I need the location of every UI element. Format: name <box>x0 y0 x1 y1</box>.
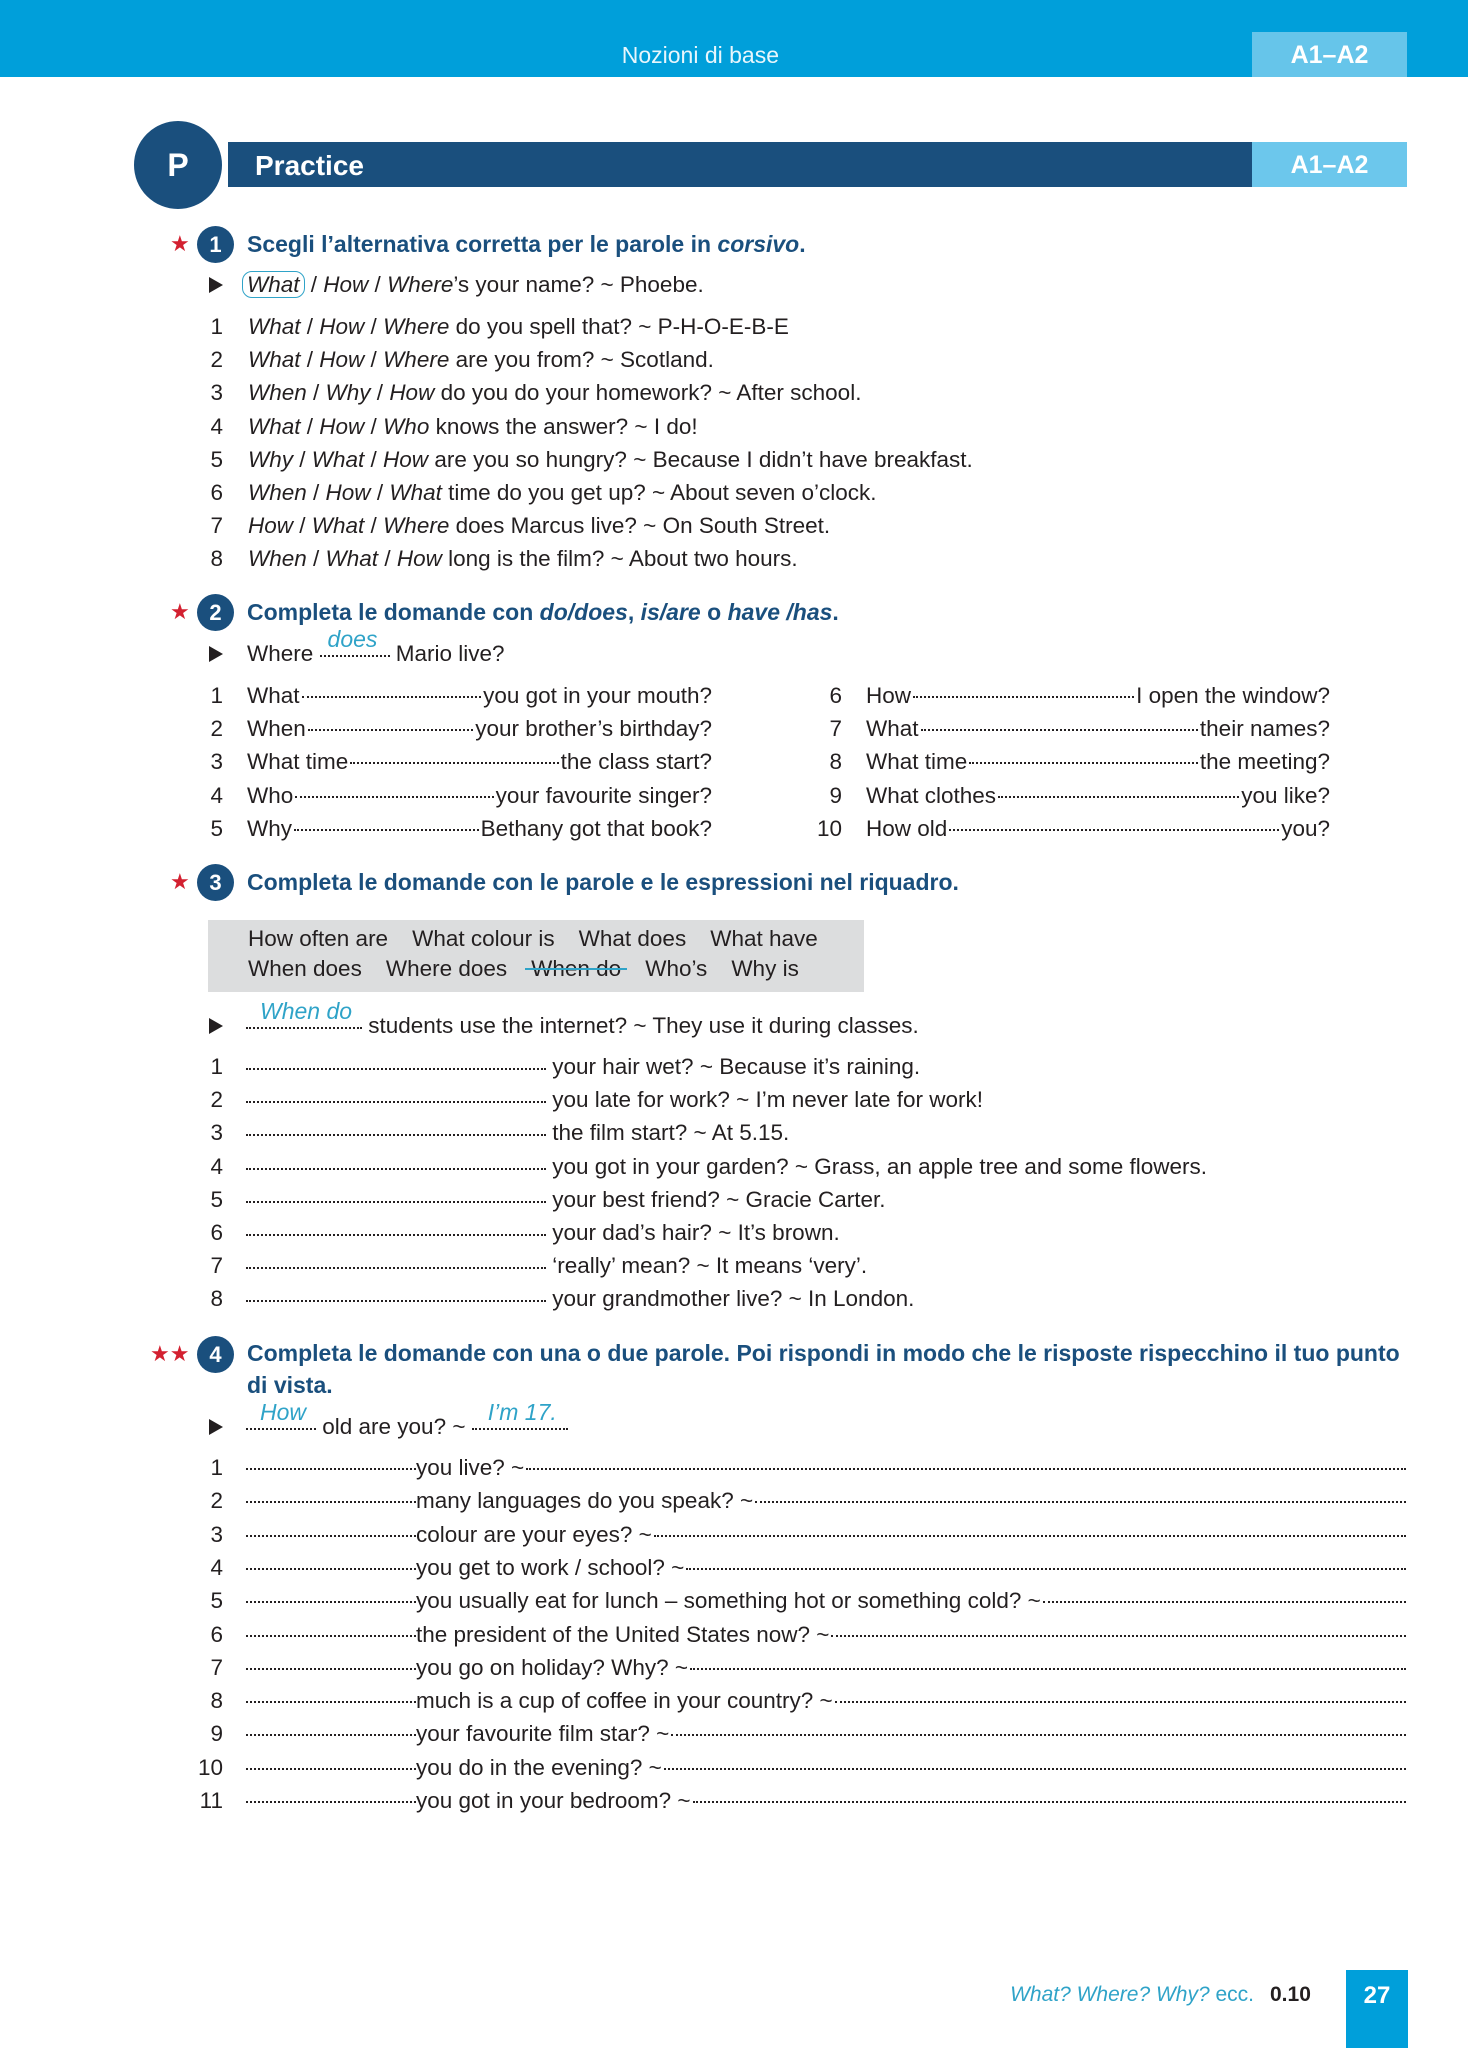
item-number: 6 <box>210 480 223 505</box>
choice-option[interactable]: What <box>248 413 301 439</box>
choice-option[interactable]: When <box>248 480 307 505</box>
exercise-2-item: Why Bethany got that book? <box>247 815 712 841</box>
crossed-out-word: When do <box>531 956 622 981</box>
practice-badge: P <box>130 117 226 213</box>
difficulty-stars: ★★ <box>150 1341 190 1366</box>
exercise-4-item: you usually eat for lunch – something hot or something cold? ~ <box>246 1587 1408 1615</box>
answer-blank[interactable] <box>246 1535 416 1537</box>
item-number: 7 <box>829 716 842 742</box>
item-number: 4 <box>210 413 223 439</box>
example-arrow-icon <box>209 1419 223 1435</box>
exercise-instruction: Completa le domande con do/does, is/are o have /has. <box>247 599 839 625</box>
answer-blank[interactable] <box>246 1253 546 1273</box>
item-number: 5 <box>210 1588 223 1614</box>
exercise-instruction: Scegli l’alternativa corretta per le parole in corsivo. <box>247 231 806 257</box>
answer-blank[interactable] <box>246 1054 546 1074</box>
answer-blank[interactable] <box>246 1801 416 1803</box>
exercise-1-item: What / How / Where are you from? ~ Scotland. <box>248 347 714 373</box>
exercise-2-item: What time the meeting? <box>866 749 1330 775</box>
exercise-number: 3 <box>197 864 234 901</box>
exercise-4-item: many languages do you speak? ~ <box>246 1487 1408 1515</box>
item-number: 3 <box>210 1521 223 1547</box>
top-header-bar <box>0 0 1468 77</box>
exercise-instruction: Completa le domande con una o due parole. Poi rispondi in modo che le risposte rispecchino il tuo punto <box>247 1340 1400 1366</box>
exercise-2-item: What clothes you like? <box>866 782 1330 808</box>
item-number: 8 <box>829 749 842 775</box>
item-number: 7 <box>210 1253 223 1279</box>
difficulty-stars: ★ <box>170 231 190 256</box>
difficulty-stars: ★ <box>170 599 190 624</box>
choice-option[interactable]: Where <box>383 347 450 373</box>
answer-blank[interactable] <box>246 1701 416 1703</box>
choice-option[interactable]: Who <box>383 413 430 439</box>
answer-blank[interactable] <box>998 796 1239 798</box>
choice-option[interactable]: How <box>319 314 365 339</box>
choice-option[interactable]: How <box>319 413 365 439</box>
section-title: Nozioni di base <box>621 42 779 68</box>
item-number: 6 <box>210 1220 223 1245</box>
header-level-badge: A1–A2 <box>1252 32 1407 77</box>
page-number: 27 <box>1346 1970 1408 2048</box>
answer-blank[interactable] <box>295 796 493 798</box>
item-number: 2 <box>210 1087 223 1113</box>
item-number: 2 <box>210 1488 223 1514</box>
exercise-instruction: Completa le domande con le parole e le espressioni nel riquadro. <box>247 869 959 895</box>
response-blank[interactable] <box>693 1801 1406 1803</box>
choice-option[interactable]: What <box>389 480 442 505</box>
response-blank[interactable] <box>835 1701 1406 1703</box>
answer-blank[interactable] <box>246 1087 546 1107</box>
response-blank[interactable] <box>686 1568 1406 1570</box>
choice-option[interactable]: What <box>311 446 365 472</box>
answer-blank[interactable] <box>913 696 1134 698</box>
answer-blank[interactable] <box>246 1220 546 1240</box>
choice-option[interactable]: What <box>325 546 379 572</box>
choice-option[interactable]: How <box>383 446 429 472</box>
exercise-4-item: you do in the evening? ~ <box>246 1754 1408 1782</box>
item-number: 8 <box>210 1688 223 1714</box>
answer-blank[interactable] <box>246 1501 416 1503</box>
example-sentence: How old are you? ~ I’m 17. <box>246 1413 568 1441</box>
exercise-3-item: your best friend? ~ Gracie Carter. <box>246 1186 886 1214</box>
item-number: 5 <box>210 446 223 472</box>
item-number: 5 <box>210 1186 223 1212</box>
exercise-2-item: How I open the window? <box>866 683 1330 708</box>
answer-blank[interactable] <box>246 1286 546 1306</box>
exercise-3-item: ‘really’ mean? ~ It means ‘very’. <box>246 1252 867 1280</box>
answer-blank[interactable] <box>969 762 1198 764</box>
item-number: 9 <box>829 782 842 808</box>
item-number: 10 <box>197 1754 223 1780</box>
item-number: 4 <box>210 782 223 808</box>
exercise-3-item: you got in your garden? ~ Grass, an apple tree and some flowers. <box>246 1153 1207 1181</box>
item-number: 4 <box>210 1554 223 1580</box>
item-number: 9 <box>210 1721 223 1747</box>
answer-blank[interactable] <box>246 1734 416 1736</box>
choice-option[interactable]: What <box>248 314 301 339</box>
item-number: 6 <box>210 1621 223 1647</box>
response-blank[interactable] <box>654 1535 1406 1537</box>
exercise-number: 4 <box>197 1336 234 1373</box>
answer-blank[interactable] <box>246 1768 416 1770</box>
exercise-4-item: you got in your bedroom? ~ <box>246 1787 1408 1815</box>
item-number: 5 <box>210 815 223 841</box>
exercise-4-item: colour are your eyes? ~ <box>246 1521 1408 1549</box>
answer-blank[interactable] <box>350 762 558 764</box>
response-blank[interactable] <box>671 1734 1406 1736</box>
answer-blank[interactable] <box>246 1668 416 1670</box>
choice-option[interactable]: When <box>248 546 307 572</box>
exercise-3-item: the film start? ~ At 5.15. <box>246 1119 789 1147</box>
choice-option[interactable]: Why <box>325 380 371 406</box>
choice-option[interactable]: Where <box>383 513 450 539</box>
exercise-3-item: your hair wet? ~ Because it’s raining. <box>246 1053 920 1081</box>
exercise-1-item: What / How / Where do you spell that? ~ P-H-O-E-B-E <box>248 314 789 339</box>
exercise-3-item: your grandmother live? ~ In London. <box>246 1285 914 1313</box>
practice-level-badge: A1–A2 <box>1252 142 1407 187</box>
answer-blank[interactable] <box>302 696 482 698</box>
item-number: 11 <box>199 1788 223 1813</box>
item-number: 1 <box>210 1455 223 1480</box>
choice-option[interactable]: How <box>248 513 294 539</box>
answer-blank[interactable] <box>246 1468 416 1470</box>
item-number: 7 <box>210 1654 223 1680</box>
choice-option[interactable]: When <box>248 380 307 406</box>
item-number: 1 <box>210 683 223 708</box>
exercise-4-item: you go on holiday? Why? ~ <box>246 1654 1408 1682</box>
exercise-1-item: When / What / How long is the film? ~ About two hours. <box>248 546 798 572</box>
answer-blank[interactable] <box>246 1120 546 1140</box>
word-box-row-1: How often are What colour is What does What have <box>248 926 818 951</box>
choice-option[interactable]: What <box>311 513 365 539</box>
item-number: 3 <box>210 380 223 406</box>
item-number: 1 <box>210 314 223 339</box>
example-sentence: What / How / Where’s your name? ~ Phoebe. <box>242 271 704 299</box>
item-number: 8 <box>210 546 223 572</box>
item-number: 10 <box>816 815 842 841</box>
choice-option[interactable]: How <box>319 347 365 373</box>
item-number: 3 <box>210 749 223 775</box>
response-blank[interactable] <box>664 1768 1406 1770</box>
exercise-1-item: When / Why / How do you do your homework? ~ After school. <box>248 380 862 406</box>
item-number: 4 <box>210 1153 223 1179</box>
practice-title: Practice <box>255 150 364 181</box>
example-arrow-icon <box>209 277 223 293</box>
response-blank[interactable] <box>690 1668 1406 1670</box>
exercise-number: 1 <box>197 226 234 263</box>
exercise-4-item: you live? ~ <box>246 1454 1408 1482</box>
exercise-number: 2 <box>197 594 234 631</box>
word-box <box>208 920 864 992</box>
item-number: 1 <box>210 1054 223 1079</box>
choice-option[interactable]: Why <box>248 446 293 472</box>
exercise-1-item: Why / What / How are you so hungry? ~ Because I didn’t have breakfast. <box>248 446 973 472</box>
item-number: 6 <box>829 683 842 708</box>
choice-option[interactable]: How <box>396 546 442 572</box>
answer-blank[interactable] <box>246 1154 546 1174</box>
example-arrow-icon <box>209 1018 223 1034</box>
example-arrow-icon <box>209 646 223 662</box>
answer-blank[interactable] <box>246 1601 416 1603</box>
example-sentence: Where does Mario live? <box>247 626 505 666</box>
footer-topic: What? Where? Why? ecc. <box>1010 1983 1254 2006</box>
difficulty-stars: ★ <box>170 869 190 894</box>
choice-option[interactable]: How <box>389 380 435 406</box>
exercise-1-item: How / What / Where does Marcus live? ~ On South Street. <box>248 513 831 539</box>
exercise-2-item: When your brother’s birthday? <box>247 716 712 742</box>
example-sentence: When do students use the internet? ~ They use it during classes. <box>246 1012 919 1040</box>
word-box-row-2: When does Where does When do Who’s Why is <box>248 956 799 981</box>
exercise-4-item: your favourite film star? ~ <box>246 1720 1408 1748</box>
item-number: 8 <box>210 1286 223 1312</box>
practice-title-bar <box>228 142 1252 187</box>
answer-blank[interactable] <box>921 729 1198 731</box>
choice-option[interactable]: Where <box>383 314 450 339</box>
exercise-2-item: How old you? <box>866 815 1330 841</box>
exercise-4-item: you get to work / school? ~ <box>246 1554 1408 1582</box>
exercise-4-item: the president of the United States now? ~ <box>246 1621 1408 1649</box>
answer-blank[interactable] <box>949 829 1279 831</box>
exercise-instruction-cont: di vista. <box>247 1372 333 1398</box>
choice-option[interactable]: How <box>325 480 371 505</box>
answer-blank[interactable] <box>246 1187 546 1207</box>
response-blank[interactable] <box>1043 1601 1406 1603</box>
exercise-2-item: What you got in your mouth? <box>247 683 712 708</box>
answer-blank[interactable] <box>294 829 479 831</box>
item-number: 7 <box>210 513 223 539</box>
answer-blank[interactable] <box>246 1635 416 1637</box>
item-number: 2 <box>210 716 223 742</box>
exercise-4-item: much is a cup of coffee in your country? ~ <box>246 1687 1408 1715</box>
response-blank[interactable] <box>831 1635 1406 1637</box>
exercise-3-item: you late for work? ~ I’m never late for work! <box>246 1086 983 1114</box>
exercise-1-item: What / How / Who knows the answer? ~ I do! <box>248 413 698 439</box>
choice-option[interactable]: What <box>248 347 301 373</box>
answer-blank[interactable] <box>246 1568 416 1570</box>
item-number: 3 <box>210 1120 223 1146</box>
exercise-1-item: When / How / What time do you get up? ~ About seven o’clock. <box>248 480 877 505</box>
response-blank[interactable] <box>526 1468 1406 1470</box>
item-number: 2 <box>210 347 223 373</box>
exercise-2-item: What their names? <box>866 716 1330 742</box>
exercise-3-item: your dad’s hair? ~ It’s brown. <box>246 1219 840 1247</box>
exercise-2-item: What time the class start? <box>247 749 712 775</box>
footer-unit-code: 0.10 <box>1270 1983 1311 2006</box>
response-blank[interactable] <box>755 1501 1406 1503</box>
answer-blank[interactable] <box>308 729 473 731</box>
exercise-2-item: Who your favourite singer? <box>247 782 712 808</box>
